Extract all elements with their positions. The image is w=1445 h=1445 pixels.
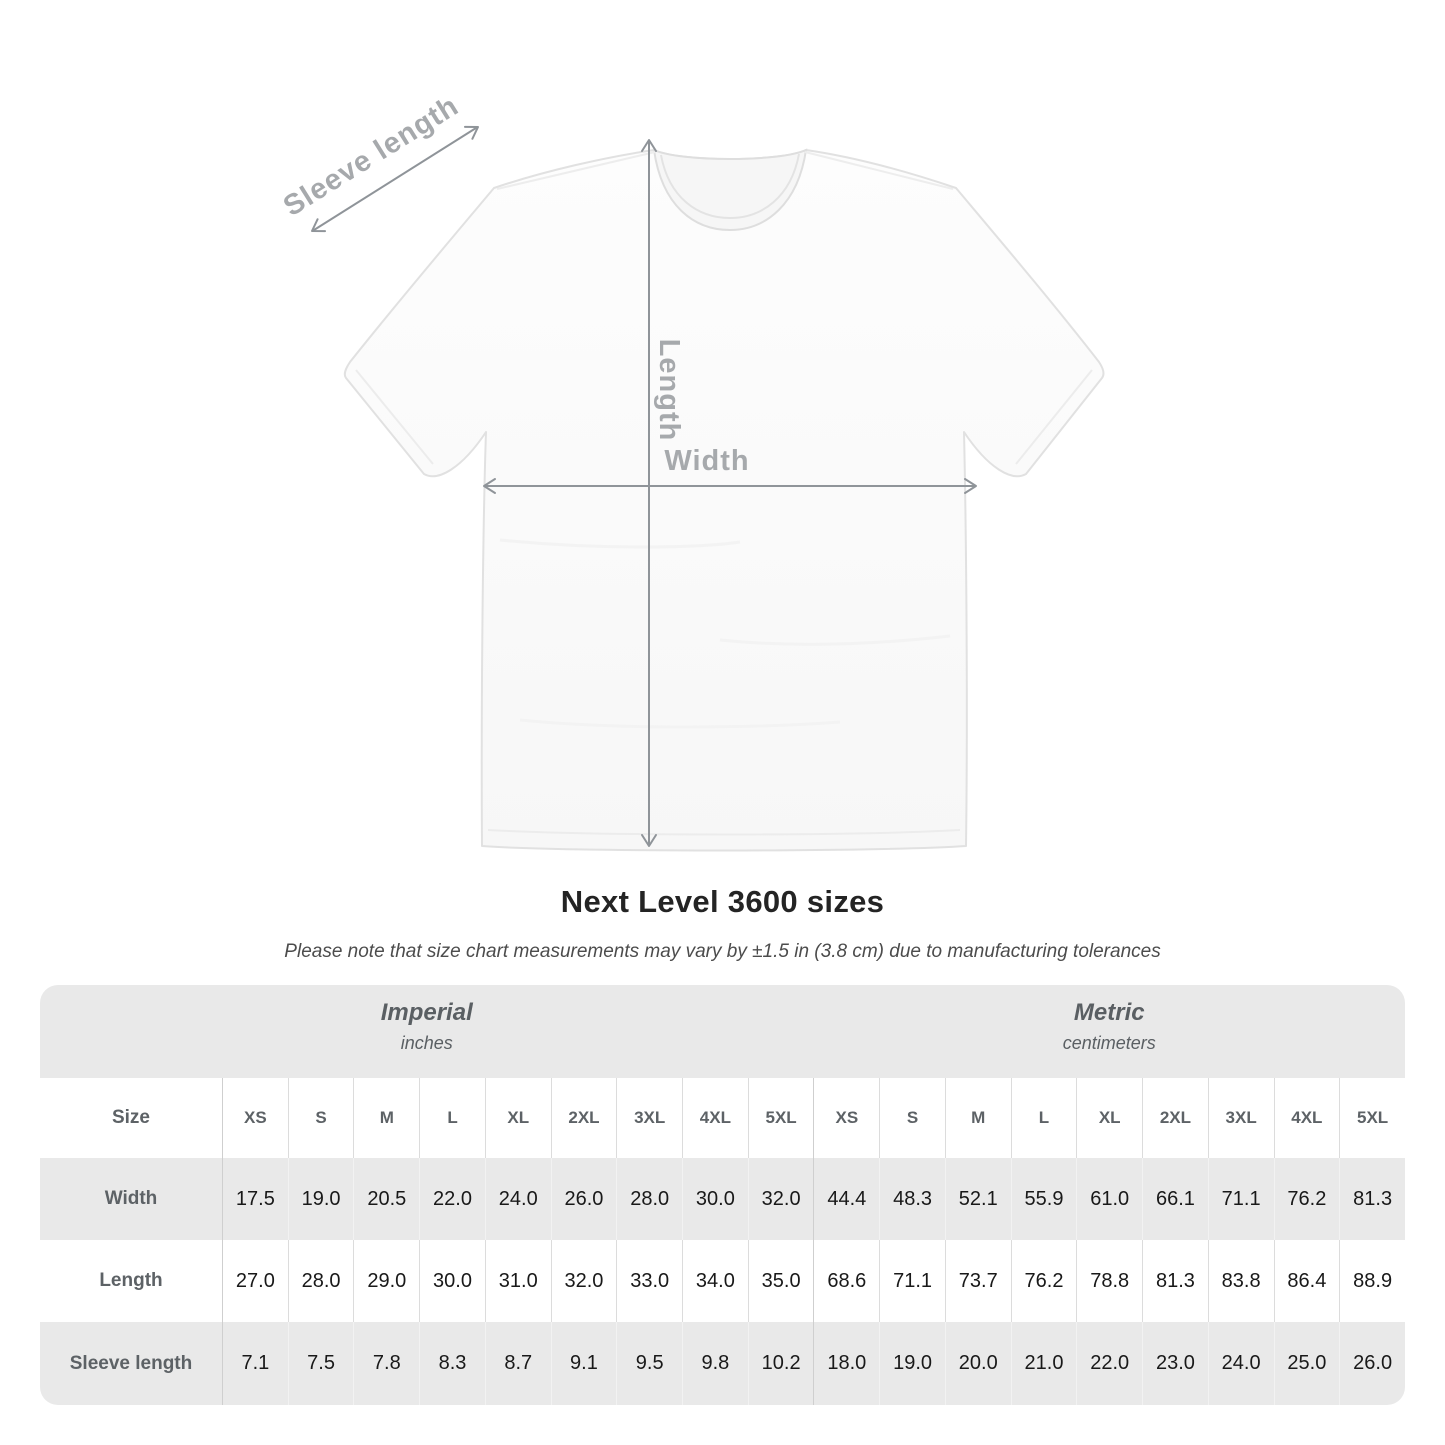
measurement-value-cell: 8.7	[485, 1322, 551, 1405]
measurement-value-cell: 73.7	[945, 1240, 1011, 1322]
measurement-value-cell: 48.3	[879, 1158, 945, 1240]
measurement-value-cell: 34.0	[682, 1240, 748, 1322]
measurement-value-cell: 8.3	[419, 1322, 485, 1405]
measurement-value-cell: 23.0	[1142, 1322, 1208, 1405]
size-col-header: M	[353, 1078, 419, 1158]
measurement-value-cell: 17.5	[222, 1158, 288, 1240]
size-col-header: L	[419, 1078, 485, 1158]
size-col-header: XL	[485, 1078, 551, 1158]
measurement-value-cell: 9.8	[682, 1322, 748, 1405]
size-col-header: 3XL	[1208, 1078, 1274, 1158]
measurement-value-cell: 33.0	[616, 1240, 682, 1322]
measurement-value-cell: 24.0	[485, 1158, 551, 1240]
measurement-value-cell: 10.2	[748, 1322, 814, 1405]
measurement-value-cell: 9.1	[551, 1322, 617, 1405]
size-col-header: M	[945, 1078, 1011, 1158]
measurement-value-cell: 7.5	[288, 1322, 354, 1405]
measurement-value-cell: 20.0	[945, 1322, 1011, 1405]
measurement-value-cell: 32.0	[551, 1240, 617, 1322]
measurement-value-cell: 27.0	[222, 1240, 288, 1322]
size-col-header: XS	[813, 1078, 879, 1158]
measurement-value-cell: 83.8	[1208, 1240, 1274, 1322]
measurement-value-cell: 30.0	[682, 1158, 748, 1240]
measurement-row-label: Sleeve length	[40, 1322, 222, 1405]
measurement-value-cell: 71.1	[879, 1240, 945, 1322]
size-col-header: S	[879, 1078, 945, 1158]
size-col-header: 2XL	[1142, 1078, 1208, 1158]
measurement-value-cell: 26.0	[1339, 1322, 1405, 1405]
measurement-value-cell: 61.0	[1076, 1158, 1142, 1240]
size-table	[40, 985, 1405, 1405]
measurement-value-cell: 25.0	[1274, 1322, 1340, 1405]
tolerance-note: Please note that size chart measurements may vary by ±1.5 in (3.8 cm) due to manufacturing tolerances	[284, 941, 1161, 962]
measurement-value-cell: 7.8	[353, 1322, 419, 1405]
size-corner-header: Size	[40, 1078, 222, 1158]
metric-header	[813, 985, 1405, 1078]
measurement-value-cell: 19.0	[879, 1322, 945, 1405]
size-col-header: 5XL	[1339, 1078, 1405, 1158]
measurement-value-cell: 76.2	[1011, 1240, 1077, 1322]
measurement-row	[40, 1322, 1405, 1405]
measurement-value-cell: 55.9	[1011, 1158, 1077, 1240]
size-col-header: XL	[1076, 1078, 1142, 1158]
measurement-value-cell: 19.0	[288, 1158, 354, 1240]
measurement-value-cell: 44.4	[813, 1158, 879, 1240]
imperial-header-unit: inches	[400, 1032, 453, 1053]
measurement-value-cell: 18.0	[813, 1322, 879, 1405]
imperial-header-title: Imperial	[380, 999, 473, 1026]
measurement-value-cell: 22.0	[1076, 1322, 1142, 1405]
measurement-value-cell: 81.3	[1339, 1158, 1405, 1240]
measurement-value-cell: 81.3	[1142, 1240, 1208, 1322]
size-col-header: 2XL	[551, 1078, 617, 1158]
measurement-value-cell: 66.1	[1142, 1158, 1208, 1240]
measurement-value-cell: 68.6	[813, 1240, 879, 1322]
measurement-row-label: Length	[99, 1270, 163, 1291]
size-col-header: L	[1011, 1078, 1077, 1158]
measurement-value-cell: 35.0	[748, 1240, 814, 1322]
measurement-value-cell: 31.0	[485, 1240, 551, 1322]
size-col-header: S	[288, 1078, 354, 1158]
width-label: Width	[664, 445, 750, 477]
measurement-value-cell: 20.5	[353, 1158, 419, 1240]
measurement-value-cell: 88.9	[1339, 1240, 1405, 1322]
measurement-value-cell: 86.4	[1274, 1240, 1340, 1322]
metric-header-title: Metric	[1073, 999, 1145, 1026]
measurement-value-cell: 22.0	[419, 1158, 485, 1240]
size-header-row	[40, 1078, 1405, 1158]
measurement-value-cell: 32.0	[748, 1158, 814, 1240]
size-col-header: XS	[222, 1078, 288, 1158]
length-label: Length	[653, 338, 685, 442]
measurement-value-cell: 9.5	[616, 1322, 682, 1405]
tshirt-illustration	[345, 150, 1104, 851]
measurement-value-cell: 76.2	[1274, 1158, 1340, 1240]
measurement-value-cell: 28.0	[616, 1158, 682, 1240]
measurement-row-label: Width	[40, 1158, 222, 1240]
measurement-row	[40, 1240, 1405, 1322]
measurement-value-cell: 29.0	[353, 1240, 419, 1322]
measurement-value-cell: 21.0	[1011, 1322, 1077, 1405]
measurement-row	[40, 1158, 1405, 1240]
unit-header-row	[40, 985, 1405, 1078]
measurement-value-cell: 26.0	[551, 1158, 617, 1240]
size-col-header: 4XL	[1274, 1078, 1340, 1158]
measurement-value-cell: 28.0	[288, 1240, 354, 1322]
measurement-value-cell: 24.0	[1208, 1322, 1274, 1405]
measurement-value-cell: 7.1	[222, 1322, 288, 1405]
sleeve-length-label: Sleeve length	[277, 89, 465, 223]
measurement-value-cell: 52.1	[945, 1158, 1011, 1240]
measurement-value-cell: 78.8	[1076, 1240, 1142, 1322]
metric-header-unit: centimeters	[1062, 1032, 1156, 1053]
measurement-value-cell: 30.0	[419, 1240, 485, 1322]
size-col-header: 3XL	[616, 1078, 682, 1158]
size-col-header: 5XL	[748, 1078, 814, 1158]
measurement-value-cell: 71.1	[1208, 1158, 1274, 1240]
size-col-header: 4XL	[682, 1078, 748, 1158]
page-title: Next Level 3600 sizes	[560, 884, 885, 919]
imperial-header	[40, 985, 813, 1078]
